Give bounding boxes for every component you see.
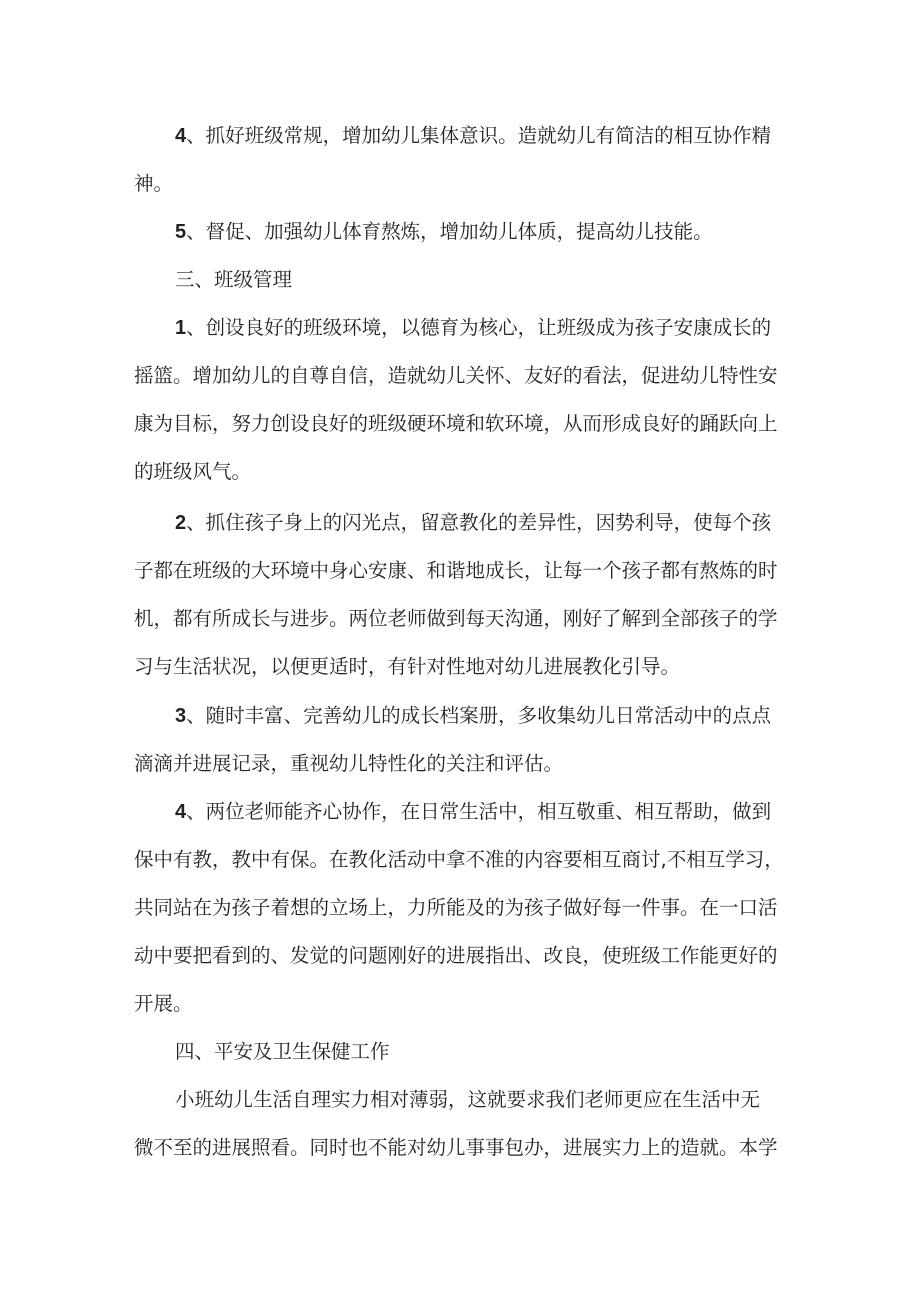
paragraph-text: 、随时丰富、完善幼儿的成长档案册，多收集幼儿日常活动中的点点	[186, 704, 772, 727]
paragraph-line: 机，都有所成长与进步。两位老师做到每天沟通，刚好了解到全部孩子的学	[134, 607, 778, 630]
paragraph-text: 、抓住孩子身上的闪光点，留意教化的差异性，因势利导，使每个孩	[186, 511, 772, 534]
paragraph-line: 开展。	[134, 992, 193, 1015]
paragraph-text: 、督促、加强幼儿体育熬炼，增加幼儿体质，提高幼儿技能。	[186, 220, 713, 243]
paragraph-text: 、两位老师能齐心协作，在日常生活中，相互敬重、相互帮助，做到	[186, 800, 772, 823]
item-number: 5	[175, 221, 187, 243]
paragraph-line	[175, 112, 795, 160]
paragraph-text: 神。	[134, 172, 174, 195]
item-number: 4	[175, 125, 187, 147]
paragraph-line	[175, 208, 795, 256]
item-number: 4	[175, 801, 187, 823]
section-heading: 四、平安及卫生保健工作	[175, 1040, 390, 1063]
paragraph-line: 摇篮。增加幼儿的自尊自信，造就幼儿关怀、友好的看法，促进幼儿特性安	[134, 364, 778, 387]
paragraph-line	[175, 499, 795, 547]
item-number: 3	[175, 705, 187, 727]
paragraph-line: 康为目标，努力创设良好的班级硬环境和软环境，从而形成良好的踊跃向上	[134, 412, 778, 435]
paragraph-line	[134, 160, 794, 208]
paragraph-line	[175, 692, 795, 740]
paragraph-line: 习与生活状况，以便更适时，有针对性地对幼儿进展教化引导。	[134, 655, 681, 678]
section-heading: 三、班级管理	[175, 268, 293, 291]
item-number: 1	[175, 317, 187, 339]
paragraph-text: 、创设良好的班级环境，以德育为核心，让班级成为孩子安康成长的	[186, 316, 772, 339]
paragraph-line: 微不至的进展照看。同时也不能对幼儿事事包办，进展实力上的造就。本学	[134, 1136, 778, 1159]
item-number: 2	[175, 512, 187, 534]
paragraph-line: 子都在班级的大环境中身心安康、和谐地成长，让每一个孩子都有熬炼的时	[134, 559, 778, 582]
paragraph-line: 小班幼儿生活自理实力相对薄弱，这就要求我们老师更应在生活中无	[175, 1088, 761, 1111]
paragraph-text: 、抓好班级常规，增加幼儿集体意识。造就幼儿有简洁的相互协作精	[186, 124, 772, 147]
paragraph-line	[175, 788, 795, 836]
paragraph-line: 保中有教，教中有保。在教化活动中拿不准的内容要相互商讨,不相互学习，	[134, 848, 784, 871]
paragraph-line: 的班级风气。	[134, 460, 252, 483]
paragraph-line: 共同站在为孩子着想的立场上，力所能及的为孩子做好每一件事。在一口活	[134, 896, 778, 919]
paragraph-line: 动中要把看到的、发觉的问题刚好的进展指出、改良，使班级工作能更好的	[134, 944, 778, 967]
paragraph-line: 滴滴并进展记录，重视幼儿特性化的关注和评估。	[134, 752, 564, 775]
paragraph-line	[175, 304, 795, 352]
